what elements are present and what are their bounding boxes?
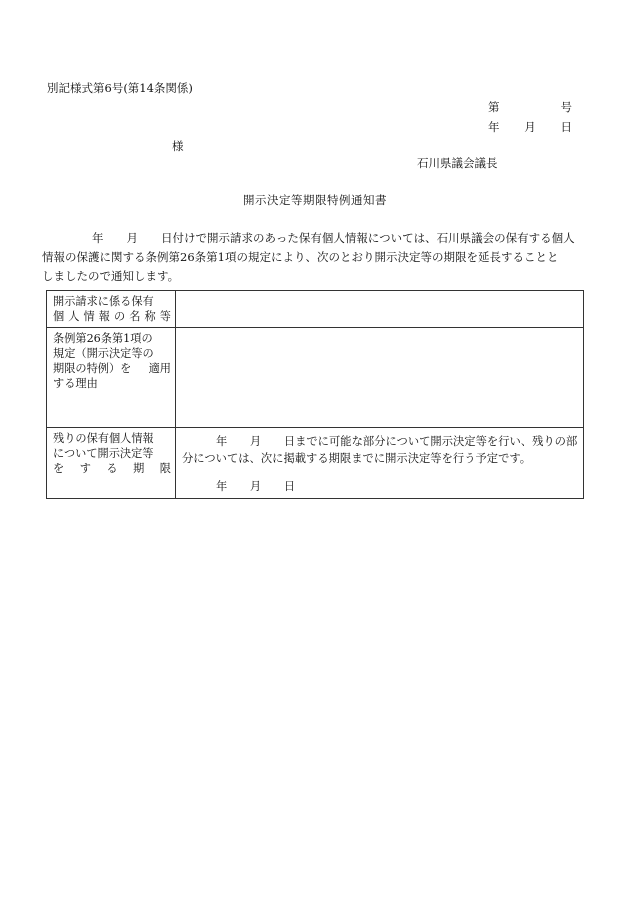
- label-char: 称: [144, 310, 156, 323]
- date-month: 月: [524, 120, 536, 134]
- document-number-suffix: 号: [560, 100, 572, 114]
- document-title: 開示決定等期限特例通知書: [243, 193, 387, 207]
- value-line-1: 年 月 日までに可能な部分について開示決定等を行い、残りの部: [216, 435, 578, 448]
- label-line: 残りの保有個人情報: [53, 432, 154, 445]
- label-char: す: [79, 462, 91, 475]
- label-char: 情: [83, 310, 95, 323]
- label-line: する理由: [53, 377, 98, 390]
- label-line-justified: [53, 361, 171, 376]
- label-char: 期: [133, 462, 145, 475]
- body-line-3: しましたので通知します。: [42, 269, 180, 283]
- label-char: る: [106, 462, 118, 475]
- label-line-justified: [53, 461, 171, 476]
- label-remaining-deadline: [47, 428, 176, 499]
- body-line-2: 情報の保護に関する条例第26条第1項の規定により、次のとおり開示決定等の期限を延長することと: [42, 250, 559, 264]
- label-char: を: [53, 462, 65, 475]
- label-extension-reason: [47, 328, 176, 428]
- label-char: 個: [53, 310, 65, 323]
- table-row-extension-reason: [47, 328, 584, 428]
- label-line: 開示請求に係る保有: [53, 295, 154, 308]
- body-line-1: 年 月 日付けで開示請求のあった保有個人情報については、石川県議会の保有する個人: [92, 231, 575, 245]
- label-segment: 期限の特例）を: [53, 362, 132, 375]
- table-row-information-name: [47, 291, 584, 328]
- table-row-remaining-deadline: [47, 428, 584, 499]
- date-year: 年: [488, 120, 500, 134]
- date-day: 日: [560, 120, 572, 134]
- sender-name: 石川県議会議長: [417, 156, 498, 170]
- label-line: について開示決定等: [53, 447, 154, 460]
- label-char: 限: [159, 462, 171, 475]
- value-information-name: [176, 291, 584, 328]
- label-information-name: [47, 291, 176, 328]
- label-segment: 適用: [148, 362, 171, 375]
- form-identifier: 別記様式第6号(第14条関係): [47, 81, 193, 95]
- info-table: [46, 290, 584, 499]
- recipient-honorific: 様: [172, 139, 184, 153]
- label-line: 規定（開示決定等の: [53, 347, 154, 360]
- label-line: 条例第26条第1項の: [53, 332, 153, 345]
- label-char: 報: [98, 310, 110, 323]
- value-remaining-deadline: [176, 428, 584, 499]
- label-char: 等: [159, 310, 171, 323]
- label-char: 名: [129, 310, 141, 323]
- document-number-prefix: 第: [488, 100, 500, 114]
- label-line-justified: [53, 309, 171, 324]
- label-char: の: [114, 310, 126, 323]
- document-number: [488, 99, 572, 115]
- deadline-date: 年 月 日: [216, 480, 296, 493]
- label-char: 人: [68, 310, 80, 323]
- document-date: [488, 119, 572, 135]
- value-line-2: 分については、次に掲載する期限までに開示決定等を行う予定です。: [182, 452, 532, 465]
- notice-body: [42, 229, 587, 286]
- value-extension-reason: [176, 328, 584, 428]
